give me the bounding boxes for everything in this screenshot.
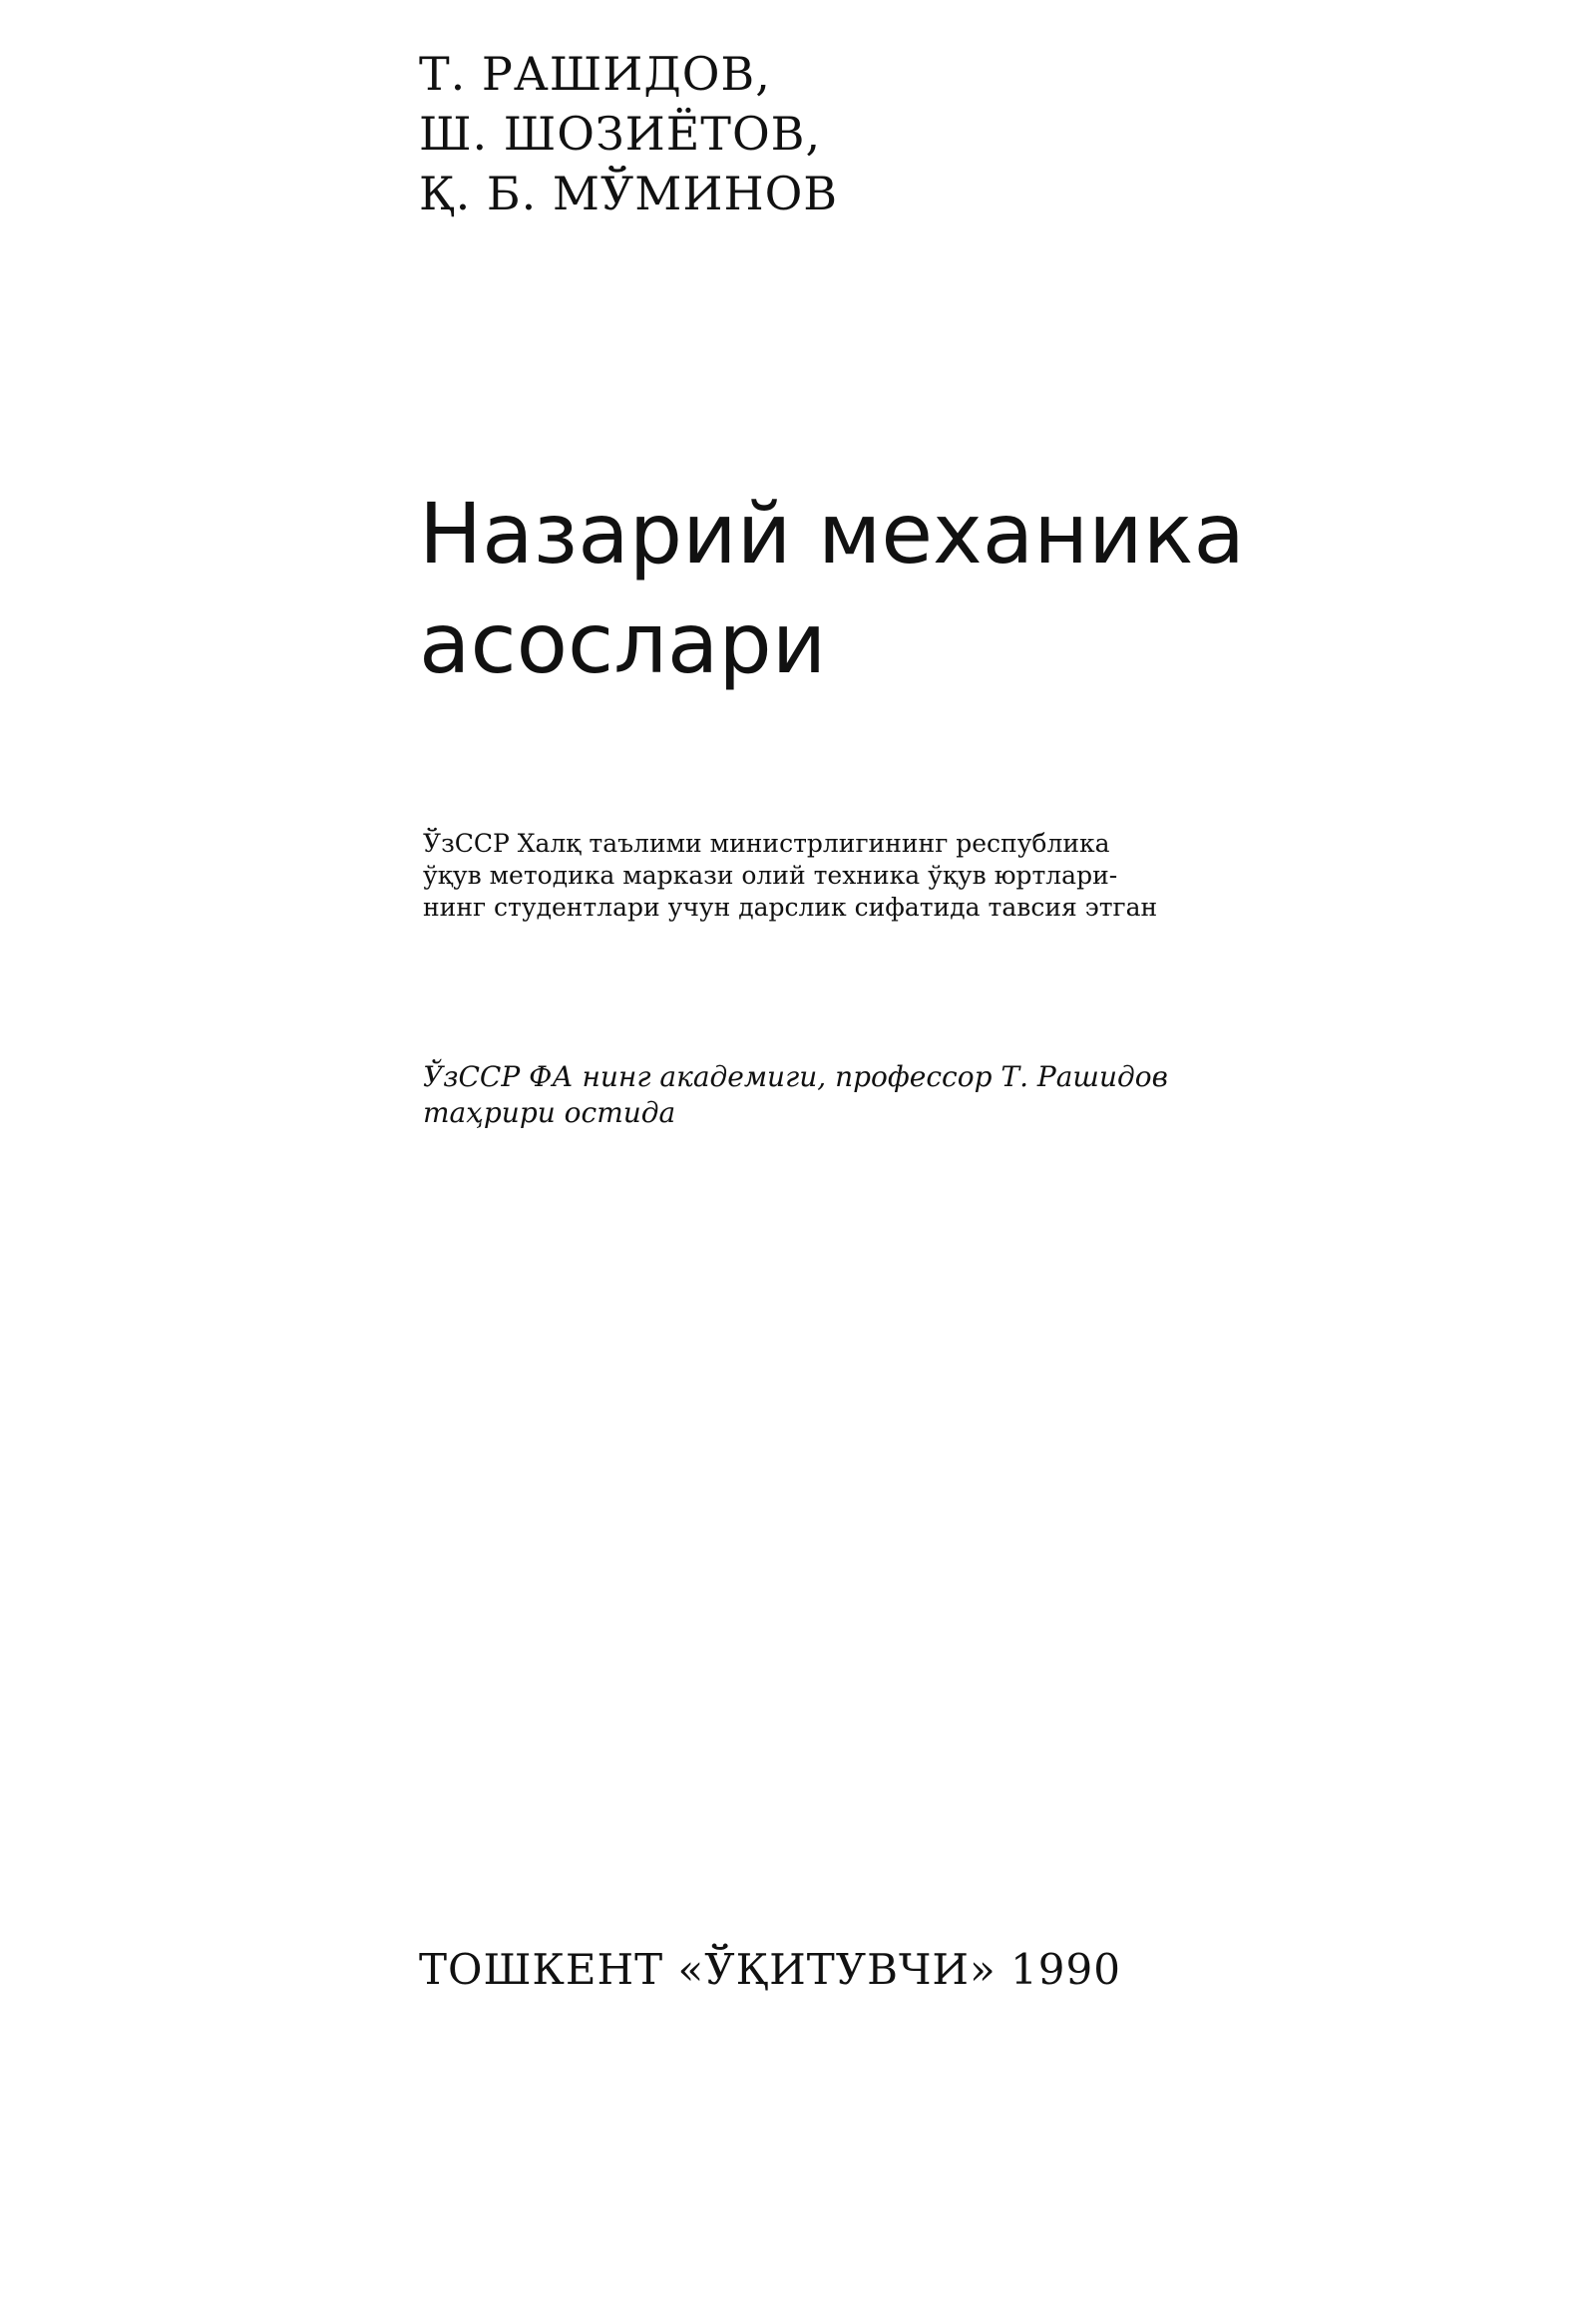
editor-line: ЎзССР ФА нинг академиги, профессор Т. Рашидов	[423, 1060, 1168, 1093]
book-title-line: асослари	[419, 594, 827, 692]
publisher-imprint: ТОШКЕНТ «ЎҚИТУВЧИ» 1990	[419, 1945, 1121, 1994]
book-title-line: Назарий механика	[419, 485, 1245, 582]
authors-block	[419, 44, 838, 223]
approval-statement	[423, 828, 1181, 924]
approval-line: ЎзССР Халқ таълими министрлигининг республика	[423, 829, 1110, 858]
author-name: Т. РАШИДОВ,	[419, 47, 771, 101]
author-name: Ш. ШОЗИЁТОВ,	[419, 107, 822, 161]
approval-line: нинг студентлари учун дарслик сифатида тавсия этган	[423, 893, 1158, 922]
editor-line: таҳрири остида	[423, 1096, 676, 1129]
editor-statement	[423, 1059, 1221, 1131]
approval-line: ўқув методика маркази олий техника ўқув юртлари-	[423, 861, 1118, 890]
author-name: Қ. Б. МЎМИНОВ	[419, 167, 839, 220]
book-title	[419, 479, 1245, 698]
